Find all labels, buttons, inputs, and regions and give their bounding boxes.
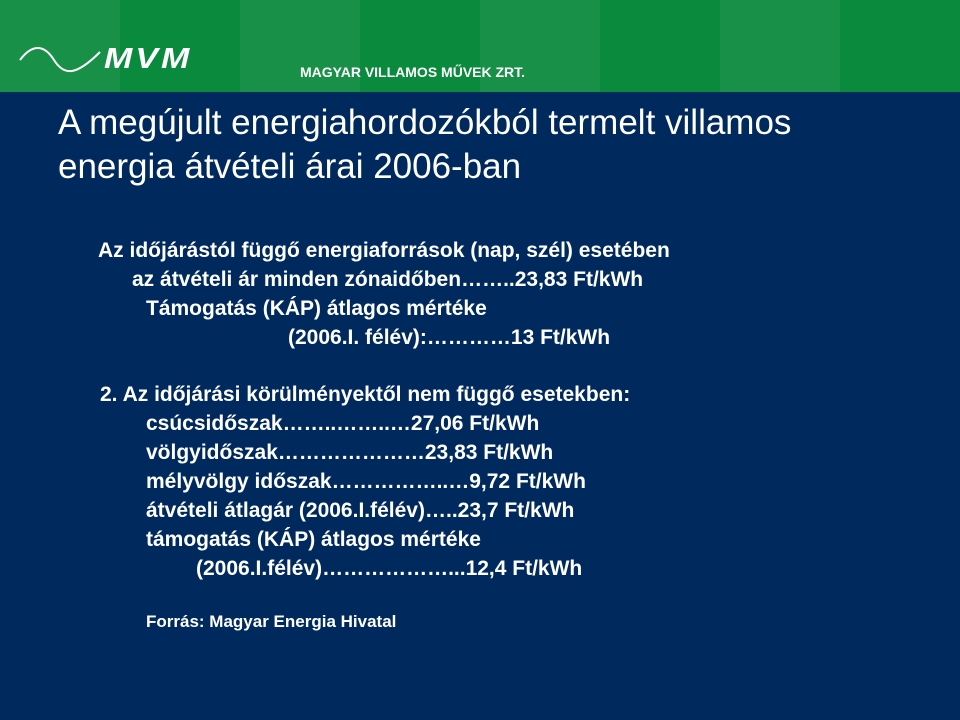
body-line: Az időjárástól függő energiaforrások (nap, szél) esetében bbox=[98, 239, 670, 262]
body-line: mélyvölgy időszak……………..…9,72 Ft/kWh bbox=[146, 470, 586, 493]
header-bar bbox=[0, 0, 960, 92]
body-line: (2006.I. félév):…………13 Ft/kWh bbox=[288, 326, 611, 349]
body-line: az átvételi ár minden zónaidőben……..23,83 Ft/kWh bbox=[132, 268, 644, 291]
company-name: MAGYAR VILLAMOS MŰVEK ZRT. bbox=[300, 64, 526, 80]
body-line: (2006.I.félév)………………...12,4 Ft/kWh bbox=[196, 557, 583, 580]
body-line: 2. Az időjárási körülményektől nem függő esetekben: bbox=[100, 383, 631, 406]
body-line: völgyidőszak…………………23,83 Ft/kWh bbox=[146, 441, 554, 464]
company-logo: MVM bbox=[104, 42, 193, 75]
wave-logo-icon bbox=[18, 38, 102, 78]
body-line: Támogatás (KÁP) átlagos mértéke bbox=[146, 297, 487, 320]
body-line: átvételi átlagár (2006.I.félév)…..23,7 Ft/kWh bbox=[146, 499, 575, 522]
title-line: A megújult energiahordozókból termelt villamos bbox=[58, 103, 792, 142]
slide-title bbox=[58, 101, 918, 189]
source-note: Forrás: Magyar Energia Hivatal bbox=[146, 612, 397, 631]
body-line: támogatás (KÁP) átlagos mértéke bbox=[146, 528, 481, 551]
body-line: csúcsidőszak……..……..…27,06 Ft/kWh bbox=[146, 412, 540, 435]
header-stripe bbox=[720, 0, 840, 92]
title-line: energia átvételi árai 2006-ban bbox=[58, 147, 522, 186]
